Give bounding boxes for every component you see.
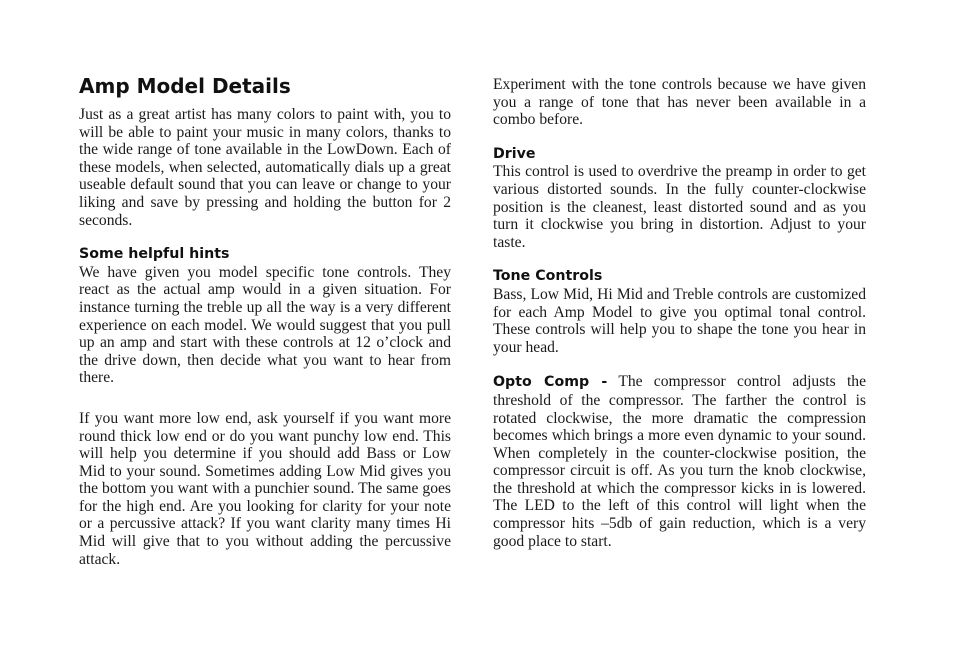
experiment-paragraph: Experiment with the tone controls because we have given you a range of tone that has never been available in a combo before. — [493, 76, 866, 129]
opto-comp-paragraph — [493, 373, 866, 550]
tone-controls-heading: Tone Controls — [493, 268, 603, 285]
hints-paragraph: We have given you model specific tone controls. They react as the actual amp would in a given situation. For instance turning the treble up all the way is a very different experience on each model. We would suggest that you pull up an amp and start with these controls at 12 o’clock and the drive down, then decide what you want to hear from there. — [79, 263, 451, 387]
page-title: Amp Model Details — [79, 74, 291, 98]
spacer — [79, 387, 451, 410]
spacer — [493, 356, 866, 373]
left-column — [79, 74, 451, 568]
spacer — [493, 129, 866, 146]
low-end-paragraph: If you want more low end, ask yourself if you want more round thick low end or do you want punchy low end. This will help you determine if you should add Bass or Low Mid to your sound. Sometimes adding Low Mid gives you the bottom you want with a punchier sound. The same goes for the high end. Are you looking for clarity for your note or a percussive attack? If you want clarity many times Hi Mid will give that to you without adding the percussive attack. — [79, 409, 451, 568]
drive-heading: Drive — [493, 145, 536, 162]
spacer — [79, 229, 451, 246]
spacer — [493, 251, 866, 268]
right-column — [493, 76, 866, 550]
opto-comp-text: The compressor control adjusts the threshold of the compressor. The farther the control is rotated clockwise, the more dramatic the compression becomes which brings a more even dynamic to your sound. When completely in the counter-clockwise position, the compressor circuit is off. As you turn the knob clockwise, the threshold at which the compressor kicks in is lowered. The LED to the left of this control will light when the compressor hits –5db of gain reduction, which is a very good place to start. — [493, 373, 866, 550]
hints-heading: Some helpful hints — [79, 246, 230, 263]
drive-paragraph: This control is used to overdrive the preamp in order to get various distorted sounds. In the fully counter-clockwise position is the cleanest, least distorted sound and as you turn it clockwise you bring in distortion. Adjust to your taste. — [493, 163, 866, 251]
tone-controls-paragraph: Bass, Low Mid, Hi Mid and Treble controls are customized for each Amp Model to give you optimal tonal control. These controls will help you to shape the tone you hear in your head. — [493, 285, 866, 356]
intro-paragraph: Just as a great artist has many colors to paint with, you to will be able to paint your music in many colors, thanks to the wide range of tone available in the LowDown. Each of these models, when selected, automatically dials up a great useable default sound that you can leave or change to your liking and save by pressing and holding the button for 2 seconds. — [79, 106, 451, 229]
opto-comp-heading: Opto Comp - — [493, 374, 608, 391]
